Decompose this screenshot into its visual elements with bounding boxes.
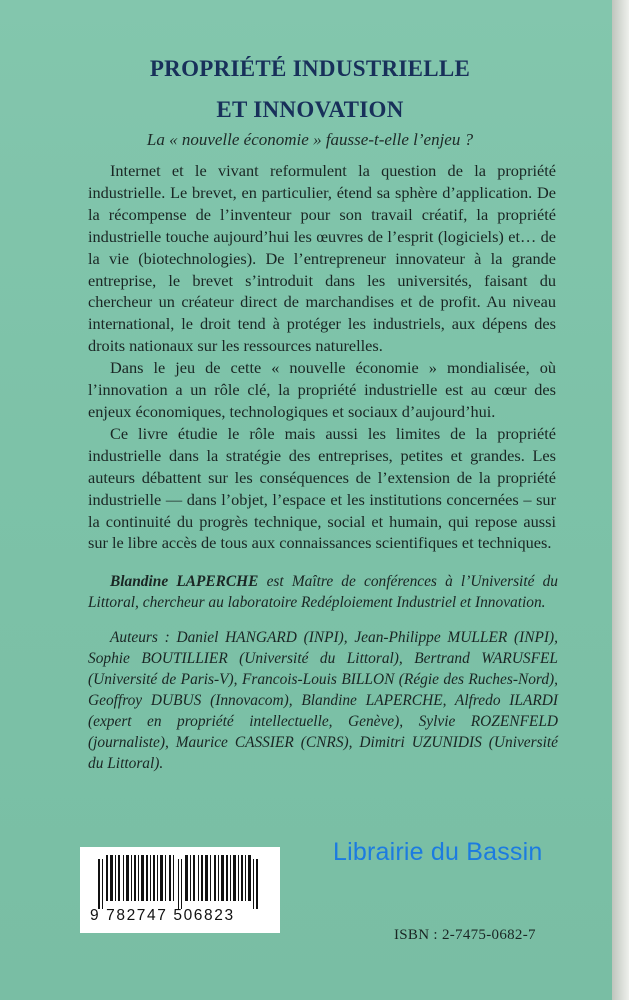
bookshop-watermark: Librairie du Bassin xyxy=(333,838,543,866)
blurb-paragraph-3: Ce livre étudie le rôle mais aussi les limites de la propriété industrielle dans la stratégie des entreprises, petites et grandes. Les auteurs débattent sur les conséquences de l’extension de la propriété industrielle — dans l’objet, l’espace et les institutions concernées – sur la continuité du progrès technique, social et humain, qui repose aussi sur le libre accès de tous aux connaissances scientifiques et techniques. xyxy=(88,423,556,553)
barcode xyxy=(80,847,280,933)
isbn: ISBN : 2-7475-0682-7 xyxy=(394,927,536,943)
author-bio: est Maître de conférences à l’Université du Littoral, chercheur au laboratoire Redéploiement Industriel et Innovation. xyxy=(88,573,558,611)
blurb-paragraph-1: Internet et le vivant reformulent la question de la propriété industrielle. Le brevet, en particulier, étend sa sphère d’application. De la récompense de l’inventeur pour son travail créatif, la propriété industrielle touche aujourd’hui les œuvres de l’esprit (logiciels) et… de la vie (biotechnologies). De l’entrepreneur innovateur à la grande entreprise, le brevet s’introduit dans les universités, faisant du chercheur un créateur direct de marchandises et de profit. Au niveau international, le droit tend à protéger les industriels, aux dépens des droits nationaux sur les ressources naturelles. xyxy=(88,161,556,356)
blurb-paragraph-2: Dans le jeu de cette « nouvelle économie » mondialisée, où l’innovation a un rôle clé, la propriété industrielle est au cœur des enjeux économiques, technologiques et sociaux d’aujourd’hui. xyxy=(88,358,556,421)
title-line-2: ET INNOVATION xyxy=(216,97,404,122)
contributors-list: Auteurs : Daniel HANGARD (INPI), Jean-Philippe MULLER (INPI), Sophie BOUTILLIER (Université du Littoral), Bertrand WARUSFEL (Université de Paris-V), Francois-Louis BILLON (Régie des Ruches-Nord), Geoffroy DUBUS (Innovacom), Blandine LAPERCHE, Alfredo ILARDI (expert en propriété intellectuelle, Genève), Sylvie ROZENFELD (journaliste), Maurice CASSIER (CNRS), Dimitri UZUNIDIS (Université du Littoral). xyxy=(88,629,558,772)
author-name: Blandine LAPERCHE xyxy=(110,573,259,590)
subtitle: La « nouvelle économie » fausse-t-elle l’enjeu ? xyxy=(146,130,474,149)
blurb xyxy=(88,160,556,554)
barcode-number: 9 782747 506823 xyxy=(90,907,235,924)
page-edge xyxy=(612,0,629,1000)
title-line-1: PROPRIÉTÉ INDUSTRIELLE xyxy=(149,56,471,81)
author-note xyxy=(88,571,558,613)
